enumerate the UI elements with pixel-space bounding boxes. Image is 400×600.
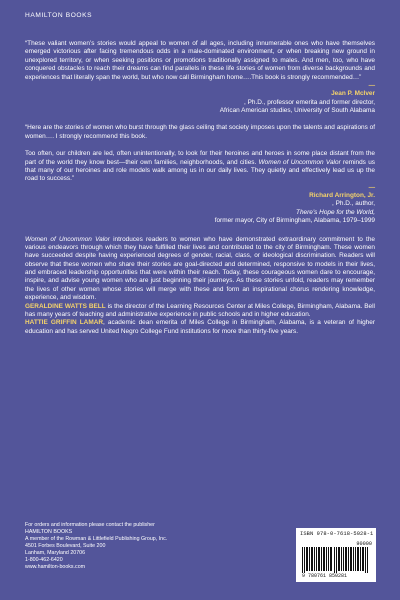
attribution-credentials: , Ph.D., author,	[332, 200, 375, 208]
barcode-number: 9 780761 850281	[302, 573, 348, 579]
author-bio-text: , academic dean emerita of Miles College in Birmingham, Alabama, is a veteran of higher education and has served United Negro College Fund institutions for more than thirty-five years.	[25, 319, 375, 335]
contact-line: A member of the Rowman & Littlefield Publishing Group, Inc.	[25, 535, 168, 542]
contact-publisher: HAMILTON BOOKS	[25, 528, 73, 535]
description-text: introduces readers to women who have demonstrated extraordinary commitment to the various endeavors through which they have fulfilled their lives and contributed to the city of Birmingham. These women have succeeded despite having experienced degrees of gender, racial, class, or ideological discrimination. Readers will observe that these women who share their stories are goal-directed and determined, responsive to models in their lives, and embraced leadership opportunities that were within their reach. Today, these courageous women dare to encourage, inspire, and advise young women who are just beginning their journeys. As these stories unfold, readers may remember the lives of other women whose stories will merge with these and form an inspirational chorus rendering knowledge, experience, and wisdom.	[25, 235, 375, 302]
author-name: GERALDINE WATTS BELL	[25, 302, 106, 310]
author-bio-bell	[25, 303, 375, 320]
attribution-credentials: , Ph.D., professor emerita and former director,	[244, 98, 375, 106]
isbn-barcode	[296, 528, 376, 582]
quote-attribution: — Richard Arrington, Jr. , Ph.D., author, There’s Hope for the World, former mayor, City of Birmingham, Alabama, 1979–1999	[25, 184, 375, 226]
isbn-number: ISBN 978-0-7618-5028-1	[300, 531, 374, 537]
contact-line: For orders and information please contact the publisher	[25, 522, 155, 528]
cover-text	[25, 40, 375, 336]
publisher-label: HAMILTON BOOKS	[25, 12, 93, 19]
attribution-affiliation: African American studies, University of South Alabama	[219, 107, 375, 114]
description-title: Women of Uncommon Valor	[25, 235, 110, 243]
quote-arrington	[25, 124, 375, 225]
author-bio-lamar	[25, 319, 375, 336]
quote-text: “These valiant women’s stories would appeal to women of all ages, including innumerable ones who have themselves emerged victorious after facing tremendous odds in a male-dominated environment, or when breaking new ground in unexplored territory, or when seeking positions or promotions traditionally assigned to males. And men, too, who have conquered obstacles to reach their dreams can find parallels in these life stories of women from diverse backgrounds and experiences that literally span the world, but who now call Birmingham home….This book is strongly recommended…”	[25, 40, 375, 81]
quote-text: “Here are the stories of women who burst through the glass ceiling that society imposes upon the talents and aspirations of women…. I strongly recommend this book.	[25, 124, 375, 140]
author-name: HATTIE GRIFFIN LAMAR	[25, 319, 103, 327]
price-code: 90000	[356, 541, 372, 547]
contact-phone: 1-800-462-6420	[25, 556, 63, 563]
contact-city: Lanham, Maryland 20706	[25, 549, 86, 556]
attribution-name: Jean P. McIver	[331, 90, 375, 98]
publisher-contact	[25, 522, 225, 571]
barcode-bars	[300, 547, 372, 573]
quote-attribution	[25, 82, 375, 116]
attribution-affiliation: former mayor, City of Birmingham, Alabama, 1979–1999	[214, 217, 375, 225]
quote-text-continued: Too often, our children are led, often unintentionally, to look for their heroines and heroes in some place distant from the part of the world they know best—their own families, neighborhoods, and cities. Women of Uncommon Valor reminds us that many of our heroines and role models walk among us in our daily lives. They quietly and effectively lead us up the road to success.”	[25, 150, 375, 183]
quote-mciver	[25, 40, 375, 115]
author-bio-text: is the director of the Learning Resources Center at Miles College, Birmingham, Alabama. Bell has many years of teaching and administrative experience in public schools and in higher education.	[25, 302, 375, 318]
contact-address: 4501 Forbes Boulevard, Suite 200	[25, 542, 106, 549]
book-title: Women of Uncommon Valor	[258, 158, 341, 166]
attribution-dash: —	[368, 81, 375, 89]
attribution-book-title: There’s Hope for the World,	[296, 208, 375, 216]
book-description	[25, 236, 375, 303]
attribution-name: Richard Arrington, Jr.	[309, 192, 375, 199]
contact-website: www.hamilton-books.com	[25, 563, 86, 570]
